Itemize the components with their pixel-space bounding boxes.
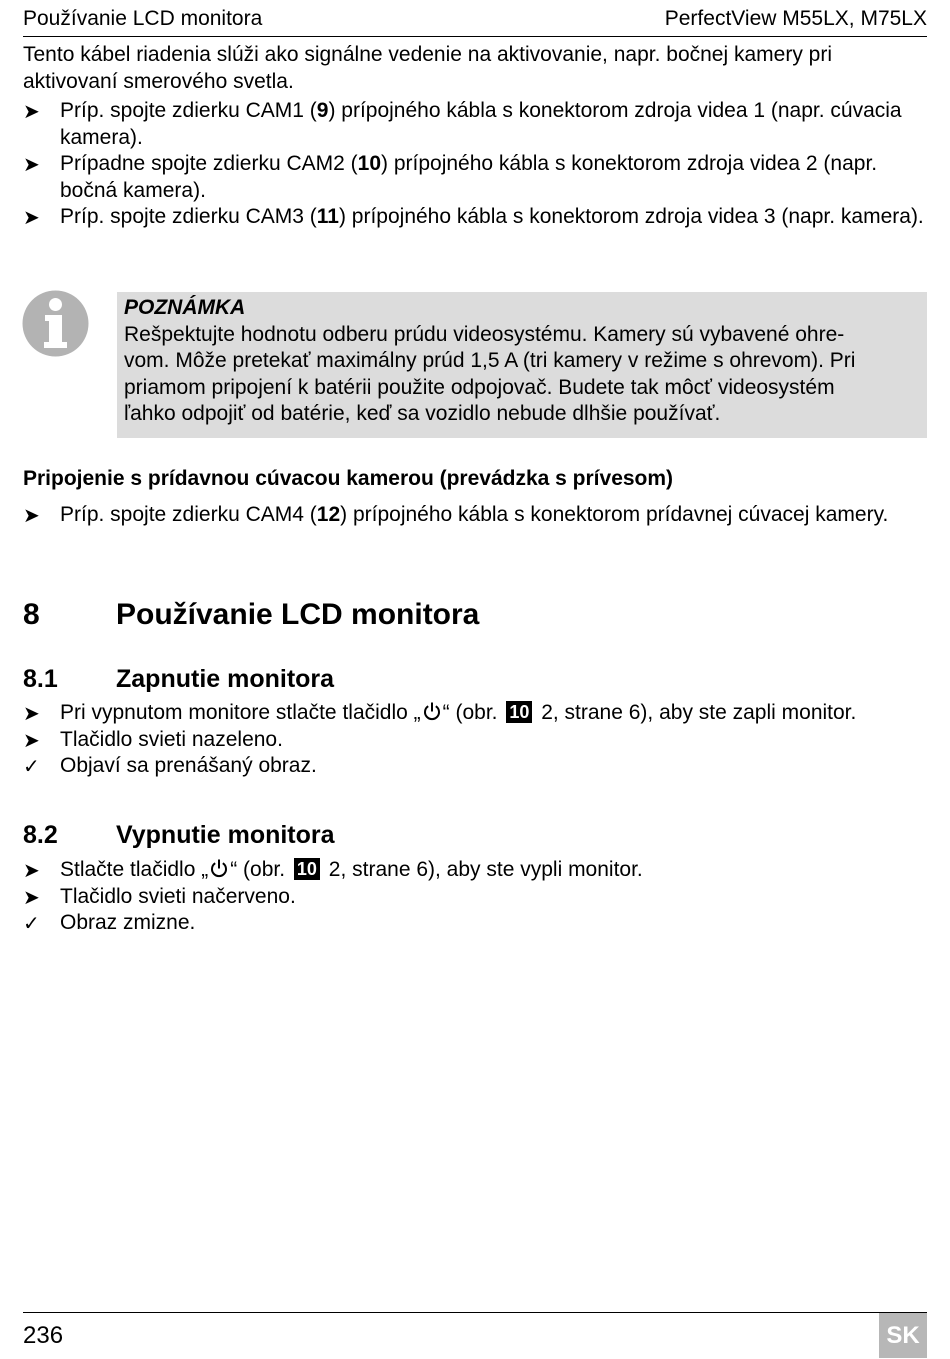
step-text: ) prípojného kábla s konektorom zdroja videa 2 (napr. bočná kamera). [60, 152, 878, 202]
list-item [23, 204, 927, 231]
step-text: Tlačidlo svieti nazeleno. [60, 727, 283, 751]
power-icon [422, 701, 442, 721]
language-badge: SK [879, 1313, 927, 1358]
list-item [23, 910, 927, 937]
chapter-title: Používanie LCD monitora [116, 598, 480, 631]
item-ref: 11 [316, 205, 339, 228]
checkmark-icon: ✓ [23, 911, 40, 935]
item-ref: 12 [316, 503, 341, 526]
section-number: 8.1 [23, 665, 58, 693]
step-text: Príp. spojte zdierku CAM3 ( [60, 205, 317, 228]
step-text: Pri vypnutom monitore stlačte tlačidlo „ [60, 701, 421, 724]
switch-on-steps-list [23, 700, 933, 780]
list-item [23, 151, 927, 204]
note-box [117, 292, 927, 438]
list-item [23, 727, 933, 754]
camera-steps-list [23, 98, 927, 231]
step-text: “ (obr. [230, 858, 291, 881]
header-product-name: PerfectView M55LX, M75LX [664, 7, 927, 30]
section-title: Vypnutie monitora [116, 821, 335, 849]
section-title: Zapnutie monitora [116, 665, 335, 693]
step-text: ) prípojného kábla s konektorom zdroja videa 3 (napr. kamera). [338, 205, 924, 228]
list-item [23, 98, 927, 151]
note-line: vom. Môže pretekať maximálny prúd 1,5 A (tri kamery v režime s ohrevom). Pri [124, 349, 856, 372]
chapter-heading [23, 597, 927, 633]
note-line: priamom pripojení k batérii použite odpojovač. Budete tak môcť videosystém [124, 375, 835, 399]
step-text: ) prípojného kábla s konektorom prídavnej cúvacej kamery. [340, 503, 889, 526]
note-line: ľahko odpojiť od batérie, keď sa vozidlo nebude dlhšie používať. [124, 402, 721, 425]
step-text: 2, strane 6), aby ste zapli monitor. [535, 701, 857, 724]
arrow-bullet-icon: ➤ [23, 727, 40, 752]
arrow-bullet-icon: ➤ [23, 858, 40, 882]
step-text: “ (obr. [442, 701, 504, 724]
switch-off-steps-list [23, 857, 927, 937]
figure-badge: 10 [294, 858, 320, 880]
intro-paragraph: Tento kábel riadenia slúži ako signálne vedenie na aktivovanie, napr. bočnej kamery pri aktivovaní smerového svetla. [23, 43, 832, 93]
info-icon [22, 290, 89, 357]
checkmark-icon: ✓ [23, 754, 40, 778]
note-line: Rešpektujte hodnotu odberu prúdu videosystému. Kamery sú vybavené ohre- [124, 322, 845, 346]
footer-divider [23, 1312, 927, 1313]
list-item [23, 884, 927, 911]
step-text: Príp. spojte zdierku CAM1 ( [60, 99, 317, 122]
section-heading-switch-off [23, 820, 927, 850]
step-text: Prípadne spojte zdierku CAM2 ( [60, 152, 358, 175]
step-text: 2, strane 6), aby ste vypli monitor. [322, 858, 643, 881]
note-title: POZNÁMKA [124, 296, 246, 319]
arrow-bullet-icon: ➤ [23, 701, 40, 725]
subsection-heading: Pripojenie s prídavnou cúvacou kamerou (prevádzka s prívesom) [23, 467, 674, 490]
power-icon [209, 858, 229, 878]
header-chapter-title: Používanie LCD monitora [23, 7, 263, 30]
list-item [23, 753, 933, 780]
arrow-bullet-icon: ➤ [23, 503, 40, 527]
step-text: Stlačte tlačidlo „ [60, 858, 209, 881]
section-heading-switch-on [23, 664, 927, 694]
section-number: 8.2 [23, 821, 58, 849]
arrow-bullet-icon: ➤ [23, 205, 40, 229]
step-text: Objaví sa prenášaný obraz. [60, 754, 317, 777]
trailer-steps-list [23, 502, 927, 529]
list-item [23, 857, 927, 884]
step-text: ) prípojného kábla s konektorom zdroja videa 1 (napr. cúvacia kamera). [60, 99, 902, 149]
arrow-bullet-icon: ➤ [23, 99, 40, 123]
list-item [23, 502, 927, 529]
step-text: Príp. spojte zdierku CAM4 ( [60, 503, 317, 526]
item-ref: 9 [316, 99, 329, 122]
arrow-bullet-icon: ➤ [23, 884, 40, 909]
step-text: Tlačidlo svieti načerveno. [60, 884, 296, 908]
chapter-number: 8 [23, 598, 40, 631]
list-item [23, 700, 933, 727]
figure-badge: 10 [506, 701, 532, 723]
arrow-bullet-icon: ➤ [23, 152, 40, 176]
running-header [23, 4, 927, 37]
step-text: Obraz zmizne. [60, 911, 196, 934]
page-number: 236 [23, 1322, 64, 1349]
item-ref: 10 [357, 152, 381, 175]
